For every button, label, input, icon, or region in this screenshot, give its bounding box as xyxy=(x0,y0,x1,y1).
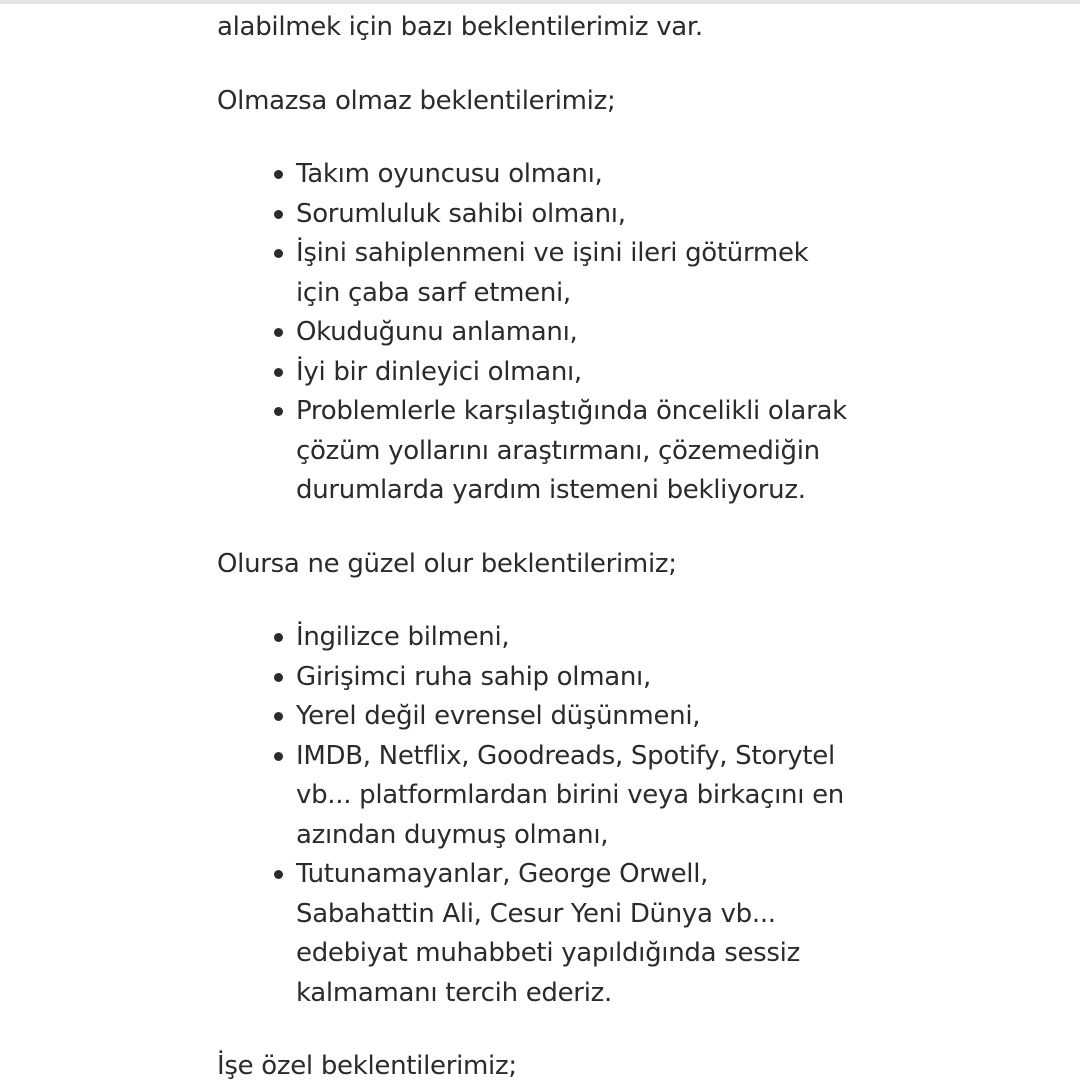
list-item xyxy=(217,855,917,1013)
bullet-icon xyxy=(274,170,283,179)
list-item-text-line: Tutunamayanlar, George Orwell, xyxy=(296,859,709,889)
bullet-icon xyxy=(274,328,283,337)
list-item xyxy=(217,195,917,235)
list-item-text-line: Girişimci ruha sahip olmanı, xyxy=(296,661,651,692)
list-item xyxy=(217,392,917,511)
list-item xyxy=(217,737,917,856)
list-item xyxy=(217,234,917,313)
list-item-text-line: azından duymuş olmanı, xyxy=(296,819,609,850)
list-item-text-line: durumlarda yardım istemeni bekliyoruz. xyxy=(296,475,806,505)
list-item xyxy=(217,618,917,658)
list-item-text-line: çözüm yollarını araştırmanı, çözemediğin xyxy=(296,435,820,466)
nice-to-have-list xyxy=(217,618,917,1013)
bullet-icon xyxy=(274,673,283,682)
bullet-icon xyxy=(274,368,283,377)
list-item-text-line: Problemlerle karşılaştığında öncelikli olarak xyxy=(296,396,847,426)
bullet-icon xyxy=(274,870,283,879)
list-item-text-line: kalmamanı tercih ederiz. xyxy=(296,977,612,1008)
list-item xyxy=(217,697,917,737)
list-item-text-line: İngilizce bilmeni, xyxy=(296,622,510,652)
section-heading-must-have: Olmazsa olmaz beklentilerimiz; xyxy=(217,85,616,116)
list-item-text-line: İyi bir dinleyici olmanı, xyxy=(296,356,582,387)
list-item-text-line: Takım oyuncusu olmanı, xyxy=(296,159,603,189)
top-edge-divider xyxy=(0,0,1080,4)
list-item-text-line: için çaba sarf etmeni, xyxy=(296,277,571,308)
intro-paragraph-tail: alabilmek için bazı beklentilerimiz var. xyxy=(217,12,703,42)
bullet-icon xyxy=(274,752,283,761)
list-item-text-line: Sabahattin Ali, Cesur Yeni Dünya vb... xyxy=(296,898,776,929)
list-item-text-line: Sorumluluk sahibi olmanı, xyxy=(296,198,626,229)
bullet-icon xyxy=(274,407,283,416)
list-item-text-line: Okuduğunu anlamanı, xyxy=(296,317,578,347)
bullet-icon xyxy=(274,249,283,258)
list-item-text-line: edebiyat muhabbeti yapıldığında sessiz xyxy=(296,938,800,968)
list-item xyxy=(217,313,917,353)
section-heading-nice-to-have: Olursa ne güzel olur beklentilerimiz; xyxy=(217,548,677,579)
list-item xyxy=(217,658,917,698)
list-item xyxy=(217,155,917,195)
list-item-text-line: Yerel değil evrensel düşünmeni, xyxy=(296,701,701,731)
bullet-icon xyxy=(274,633,283,642)
document-body xyxy=(217,8,917,1087)
list-item-text-line: IMDB, Netflix, Goodreads, Spotify, Storytel xyxy=(296,740,835,771)
section-heading-job-specific: İşe özel beklentilerimiz; xyxy=(217,1051,517,1081)
list-item-text-line: vb... platformlardan birini veya birkaçını en xyxy=(296,780,844,810)
list-item-text-line: İşini sahiplenmeni ve işini ileri götürmek xyxy=(296,238,809,268)
bullet-icon xyxy=(274,712,283,721)
bullet-icon xyxy=(274,210,283,219)
list-item xyxy=(217,353,917,393)
must-have-list xyxy=(217,155,917,511)
